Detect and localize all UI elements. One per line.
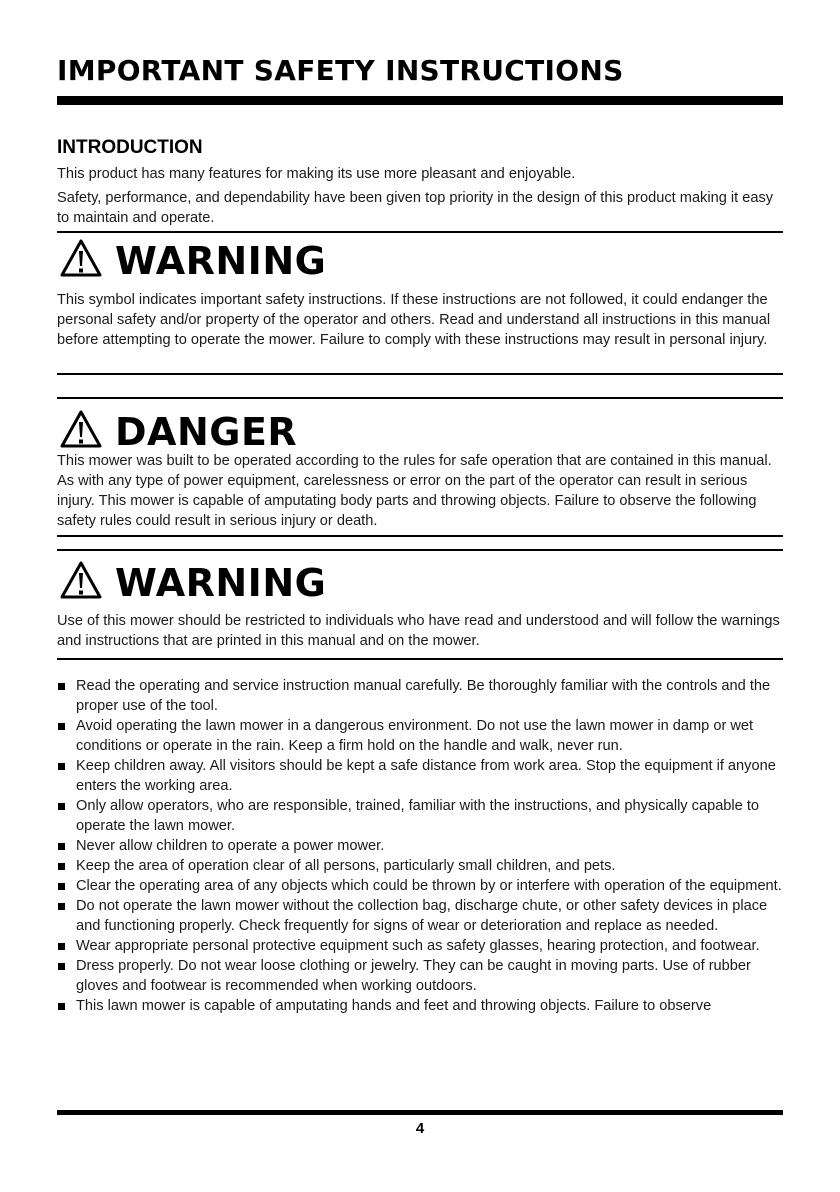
section-divider	[57, 535, 783, 537]
list-item	[57, 936, 783, 956]
warning-label: WARNING	[115, 238, 327, 283]
section-divider	[57, 231, 783, 233]
warning-triangle-icon	[59, 238, 103, 283]
bullet-icon	[58, 723, 65, 730]
list-item	[57, 836, 783, 856]
bullet-icon	[58, 803, 65, 810]
section-divider	[57, 658, 783, 660]
rule-text: Clear the operating area of any objects which could be thrown by or interfere with operation of the equipment.	[76, 878, 782, 894]
introduction-heading: INTRODUCTION	[57, 137, 203, 158]
danger-label: DANGER	[115, 409, 298, 454]
list-item	[57, 796, 783, 836]
rule-text: Wear appropriate personal protective equipment such as safety glasses, hearing protection, and footwear.	[76, 938, 760, 954]
list-item	[57, 876, 783, 896]
bullet-icon	[58, 883, 65, 890]
bullet-icon	[58, 843, 65, 850]
warning-triangle-icon	[59, 560, 103, 605]
warning-signal	[59, 238, 326, 283]
section-divider	[57, 549, 783, 551]
warning-label: WARNING	[115, 560, 327, 605]
warning-triangle-icon	[59, 409, 103, 454]
bullet-icon	[58, 963, 65, 970]
section-divider	[57, 373, 783, 375]
list-item	[57, 716, 783, 756]
rule-text: This lawn mower is capable of amputating hands and feet and throwing objects. Failure to observe	[76, 998, 712, 1014]
bullet-icon	[58, 683, 65, 690]
bullet-icon	[58, 763, 65, 770]
bullet-icon	[58, 903, 65, 910]
danger-signal	[59, 409, 297, 454]
page-number: 4	[415, 1120, 425, 1137]
footer-rule	[57, 1110, 783, 1115]
title-rule	[57, 96, 783, 105]
warning-text: This symbol indicates important safety instructions. If these instructions are not followed, it could endanger the personal safety and/or property of the operator and others. Read and understand all instructions in this manual before attempting to operate the mower. Failure to comply with these instructions may result in personal injury.	[57, 292, 771, 348]
warning-text: Use of this mower should be restricted to individuals who have read and understood and will follow the warnings and instructions that are printed in this manual and on the mower.	[57, 613, 780, 649]
list-item	[57, 676, 783, 716]
safety-rules-list	[57, 676, 783, 1016]
list-item	[57, 896, 783, 936]
rule-text: Only allow operators, who are responsible, trained, familiar with the instructions, and physically capable to operate the lawn mower.	[76, 798, 760, 834]
list-item	[57, 756, 783, 796]
rule-text: Never allow children to operate a power mower.	[76, 838, 385, 854]
bullet-icon	[58, 943, 65, 950]
rule-text: Avoid operating the lawn mower in a dangerous environment. Do not use the lawn mower in damp or wet conditions or operate in the rain. Keep a firm hold on the handle and walk, never run.	[76, 718, 754, 754]
section-divider	[57, 397, 783, 399]
rule-text: Keep the area of operation clear of all persons, particularly small children, and pets.	[76, 858, 616, 874]
rule-text: Dress properly. Do not wear loose clothing or jewelry. They can be caught in moving parts. Use of rubber gloves and footwear is recommended when working outdoors.	[76, 958, 751, 994]
rule-text: Keep children away. All visitors should be kept a safe distance from work area. Stop the equipment if anyone enters the working area.	[76, 758, 776, 794]
introduction-paragraph-1: This product has many features for making its use more pleasant and enjoyable.	[57, 166, 576, 182]
bullet-icon	[58, 863, 65, 870]
rule-text: Read the operating and service instruction manual carefully. Be thoroughly familiar with the controls and the proper use of the tool.	[76, 678, 771, 714]
danger-text: This mower was built to be operated according to the rules for safe operation that are contained in this manual. As with any type of power equipment, carelessness or error on the part of the operator can result in serious injury. This mower is capable of amputating body parts and throwing objects. Failure to observe the following safety rules could result in serious injury or death.	[57, 453, 772, 529]
introduction-paragraph-2: Safety, performance, and dependability have been given top priority in the design of this product making it easy to maintain and operate.	[57, 190, 774, 226]
page-title: IMPORTANT SAFETY INSTRUCTIONS	[57, 54, 624, 87]
bullet-icon	[58, 1003, 65, 1010]
list-item	[57, 856, 783, 876]
list-item	[57, 996, 783, 1016]
list-item	[57, 956, 783, 996]
warning-signal	[59, 560, 326, 605]
rule-text: Do not operate the lawn mower without the collection bag, discharge chute, or other safety devices in place and functioning properly. Check frequently for signs of wear or deterioration and replace as needed.	[76, 898, 768, 934]
